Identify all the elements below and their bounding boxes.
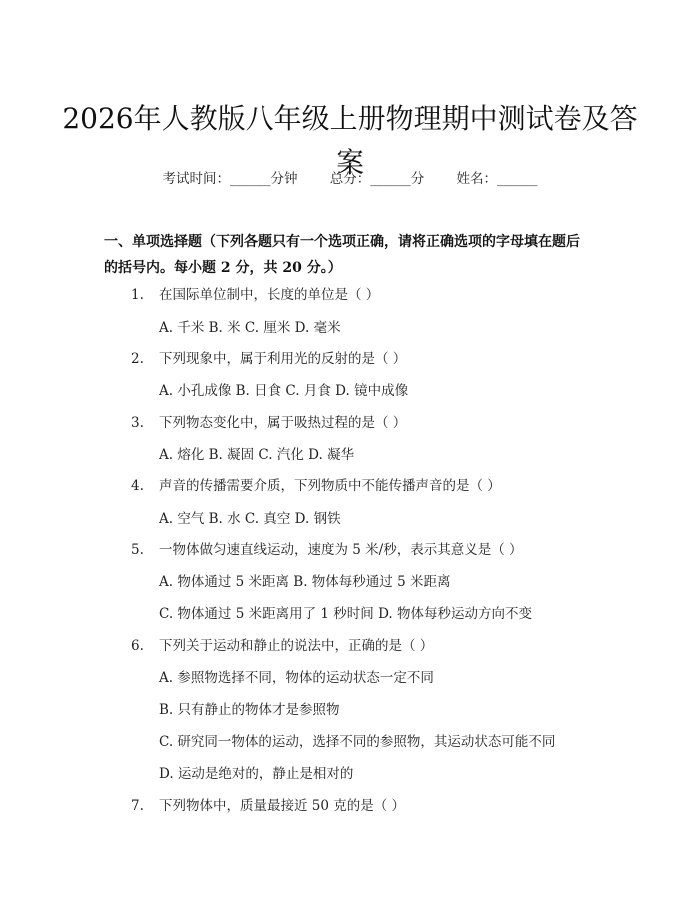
question-number: 4. bbox=[131, 478, 144, 494]
question-text: 声音的传播需要介质，下列物质中不能传播声音的是（ ） bbox=[159, 478, 501, 494]
question-options: A. 空气 B. 水 C. 真空 D. 钢铁 bbox=[159, 511, 341, 527]
exam-meta bbox=[0, 167, 700, 187]
question-item bbox=[131, 634, 433, 654]
question-number: 1. bbox=[131, 287, 144, 303]
question-text: 下列物态变化中，属于吸热过程的是（ ） bbox=[159, 415, 407, 431]
question-number: 5. bbox=[131, 542, 144, 558]
question-number: 6. bbox=[131, 638, 144, 654]
question-text: 在国际单位制中，长度的单位是（ ） bbox=[159, 287, 380, 303]
total-score-field: 总分：______分 bbox=[329, 171, 425, 187]
question-text: 下列物体中，质量最接近 50 克的是（ ） bbox=[159, 798, 406, 814]
question-options: A. 千米 B. 米 C. 厘米 D. 毫米 bbox=[159, 320, 341, 336]
question-item bbox=[131, 474, 501, 494]
question-text: 一物体做匀速直线运动，速度为 5 米/秒，表示其意义是（ ） bbox=[159, 542, 523, 558]
question-options: B. 只有静止的物体才是参照物 bbox=[159, 702, 340, 718]
question-options: A. 小孔成像 B. 日食 C. 月食 D. 镜中成像 bbox=[159, 383, 409, 399]
question-item bbox=[131, 283, 379, 303]
question-options: A. 熔化 B. 凝固 C. 汽化 D. 凝华 bbox=[159, 447, 355, 463]
question-number: 3. bbox=[131, 415, 144, 431]
question-text: 下列关于运动和静止的说法中，正确的是（ ） bbox=[159, 638, 434, 654]
question-item bbox=[131, 347, 406, 367]
exam-time-field: 考试时间：______分钟 bbox=[162, 171, 298, 187]
question-item bbox=[131, 538, 523, 558]
question-options: A. 参照物选择不同，物体的运动状态一定不同 bbox=[159, 670, 434, 686]
question-options: D. 运动是绝对的，静止是相对的 bbox=[159, 766, 354, 782]
section-heading: 一、单项选择题（下列各题只有一个选项正确，请将正确选项的字母填在题后的括号内。每小题 2 分，共 20 分。） bbox=[104, 234, 580, 276]
student-name-field: 姓名：______ bbox=[456, 171, 538, 187]
page-title: 2026年人教版八年级上册物理期中测试卷及答案 bbox=[62, 101, 638, 179]
question-options: A. 物体通过 5 米距离 B. 物体每秒通过 5 米距离 bbox=[159, 574, 451, 590]
question-options: C. 研究同一物体的运动，选择不同的参照物，其运动状态可能不同 bbox=[159, 734, 556, 750]
question-text: 下列现象中，属于利用光的反射的是（ ） bbox=[159, 351, 407, 367]
question-number: 2. bbox=[131, 351, 144, 367]
question-options: C. 物体通过 5 米距离用了 1 秒时间 D. 物体每秒运动方向不变 bbox=[159, 606, 532, 622]
question-item bbox=[131, 794, 405, 814]
question-item bbox=[131, 411, 406, 431]
question-number: 7. bbox=[131, 798, 144, 814]
